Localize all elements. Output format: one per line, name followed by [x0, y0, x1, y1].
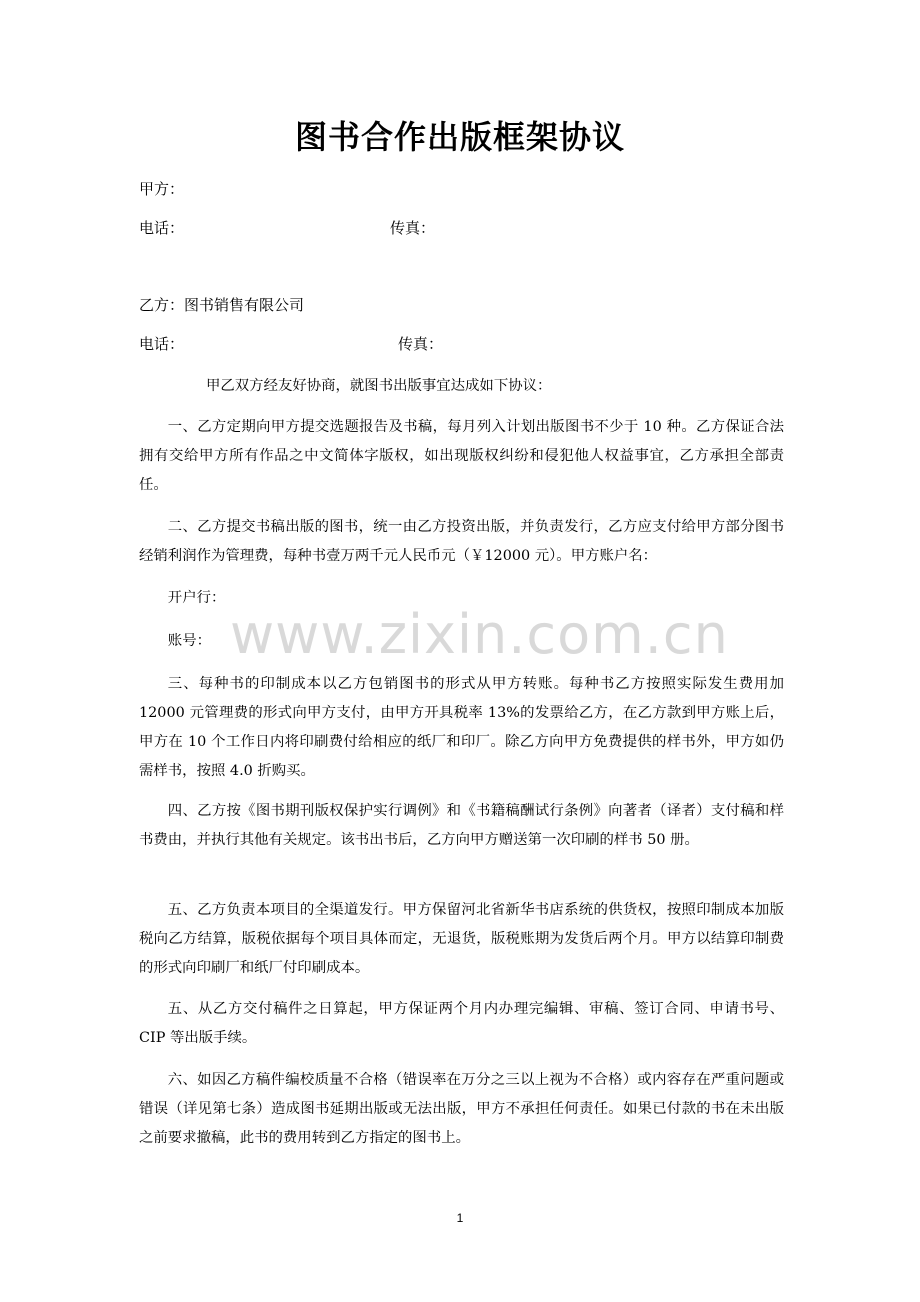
clause-text: 五、乙方负责本项目的全渠道发行。甲方保留河北省新华书店系统的供货权，按照印制成本加版税向乙方结算，版税依据每个项目具体而定，无退货，版税账期为发货后两个月。甲方以结算印制费的形式向印刷厂和纸厂付印刷成本。 [139, 902, 784, 976]
clause-5 [139, 896, 784, 983]
clause-text: 二、乙方提交书稿出版的图书，统一由乙方投资出版，并负责发行，乙方应支付给甲方部分图书经销利润作为管理费，每种书壹万两千元人民币元（￥12000 元）。甲方账户名： [139, 519, 784, 564]
party-a-label: 甲方： [139, 180, 185, 198]
page-title: 图书合作出版框架协议 [294, 118, 625, 156]
account-label [139, 627, 784, 656]
party-b-phone-label: 电话： [139, 335, 185, 353]
clause-5b [139, 995, 784, 1053]
party-a-phone-label: 电话： [139, 219, 185, 237]
clause-text: 账号： [167, 633, 211, 649]
clause-4 [139, 797, 784, 855]
clause-text: 开户行： [167, 590, 226, 606]
clause-text: 四、乙方按《图书期刊版权保护实行调例》和《书籍稿酬试行条例》向著者（译者）支付稿和样书费由，并执行其他有关规定。该书出书后，乙方向甲方赠送第一次印刷的样书 50 册。 [139, 803, 784, 848]
clause-1 [139, 413, 784, 500]
page-number: 1 [456, 1211, 464, 1225]
clause-text: 五、从乙方交付稿件之日算起，甲方保证两个月内办理完编辑、审稿、签订合同、申请书号、CIP 等出版手续。 [139, 1001, 784, 1046]
clause-text: 六、如因乙方稿件编校质量不合格（错误率在万分之三以上视为不合格）或内容存在严重问题或错误（详见第七条）造成图书延期出版或无法出版，甲方不承担任何责任。如果已付款的书在未出版之前要求撤稿，此书的费用转到乙方指定的图书上。 [139, 1072, 784, 1146]
intro-paragraph [139, 372, 784, 401]
party-a-fax-label: 传真： [390, 219, 436, 237]
clause-2 [139, 513, 784, 571]
clause-text: 三、每种书的印制成本以乙方包销图书的形式从甲方转账。每种书乙方按照实际发生费用加 12000 元管理费的形式向甲方支付，由甲方开具税率 13%的发票给乙方，在乙方款到甲方账上后，甲方在 10 个工作日内将印刷费付给相应的纸厂和印厂。除乙方向甲方免费提供的样书外，甲方如仍需样书，按照 4.0 折购买。 [139, 676, 784, 779]
bank-label [139, 584, 784, 613]
clause-3 [139, 670, 784, 786]
clause-text: 一、乙方定期向甲方提交选题报告及书稿，每月列入计划出版图书不少于 10 种。乙方保证合法拥有交给甲方所有作品之中文简体字版权，如出现版权纠纷和侵犯他人权益事宜，乙方承担全部责任。 [139, 419, 784, 493]
intro-text: 甲乙双方经友好协商，就图书出版事宜达成如下协议： [206, 378, 552, 394]
party-b-label: 乙方：图书销售有限公司 [139, 296, 305, 314]
clause-6 [139, 1066, 784, 1153]
watermark: www.zixin.com.cn [230, 603, 729, 666]
party-b-fax-label: 传真： [398, 335, 444, 353]
